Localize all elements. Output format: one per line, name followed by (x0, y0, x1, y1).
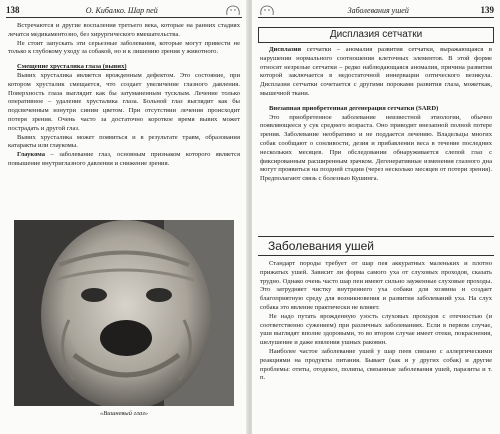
sard-paragraph: Это приобретенное заболевание неизвестной этиологии, обычно появляющееся у сук среднего возраста. Оно приводит внезапной полной потере зрения. Заболевание необратимо и не поддается лечению. Владельцы многих собак сообщают о сонливости, дезия и прибавлении веса в течение последних нескольких месяцев. При обследовании обнаруживается слепой глаз с фиксированным расширенным зрачком. Дегенеративные изменения глазного дна могут проявиться на поздней стадии (через несколько месяцев от потери зрения). Предполагают связь с болезнью Кушинга. (260, 113, 492, 183)
left-header-rule (6, 17, 242, 18)
left-running-head: О. Кибалко. Шар пей (85, 5, 158, 15)
ear-diseases-heading: Заболевания ушей (258, 236, 494, 256)
dog-head-icon (224, 3, 242, 17)
glaucoma-text: – заболевание глаз, основным признаком которого является повышение внутриглазного давления и снижение зрения. (8, 151, 240, 167)
right-body-bottom (260, 260, 492, 383)
ear-paragraph: Наиболее частое заболевание ушей у шар пеев связано с аллергическими реакциями на продукты питания. Бывает (как и у других собак) и другие проблемы: отиты, отодекоз, полипы, связанные заболевания ушей, паразиты и т. п. (260, 347, 492, 382)
dysplasia-term: Дисплазия (269, 46, 302, 53)
lens-luxation-subhead: Смещение хрусталика глаза (вывих) (17, 63, 127, 71)
ear-paragraph: Стандарт породы требует от шар пея аккуратных маленьких и плотно прижатых ушей. Зависит ли форма самого уха от слуховых проходов, сказать трудно. Однако очень часто шар пеи имеют сильно зауженные слуховые проходы. Это затрудняет чистку внутреннего уха собаки для хозяина и создает благоприятную среду для возникновения и развития заболеваний уха. На слух собака это явление практически не влияет. (260, 260, 492, 311)
dysplasia-text: сетчатки – аномалия развития сетчатки, выражающаяся в нарушении нормального соотношения клеточных элементов. В этой форме относят незрелые сетчатки – редко наблюдающаяся аномалия, причина развития которой заключается в недостаточной иннервации оптического везикула. Дисплазия сетчатки сочетается с другими пороками развития глаза, можеткак, мышечной ткани. (260, 46, 492, 97)
right-header (258, 3, 494, 17)
left-body (8, 22, 240, 169)
dysplasia-paragraph (260, 46, 492, 99)
glaucoma-paragraph (8, 151, 240, 169)
right-body-top (260, 46, 492, 184)
right-header-rule (258, 17, 494, 18)
right-running-head: Заболевания ушей (347, 5, 409, 15)
left-paragraph: Вывих хрусталика может появиться и в результате травм, образования катаракты или глаукомы. (8, 133, 240, 150)
left-paragraph: Встречаются и другие воспаления третьего века, которые на ранних стадиях лечатся медикаментозно, без хирургического вмешательства. (8, 22, 240, 38)
dog-head-icon (258, 3, 276, 17)
left-paragraph: Вывих хрусталика является врожденным дефектом. Это состояние, при котором хрусталик смещается, что создает увеличение глазного давления. Поверхность глаза выглядит как бы затуманенным тусклым. Лечение только оперативное – удаление хрусталика глаза. Больной глаз выглядит как бы подсвеченным изнутри синим цветом. При отсутствии лечения происходит потеря зрения. Очень часто за достаточно короткое время вывих может пострадать и другой глаз. (8, 71, 240, 132)
left-header (6, 3, 242, 17)
right-page-number: 139 (480, 5, 494, 15)
retinal-dysplasia-title: Дисплазия сетчатки (258, 27, 494, 43)
photo-caption: «Вишневый глаз» (100, 410, 148, 417)
right-page (252, 0, 500, 434)
left-page-number: 138 (6, 5, 20, 15)
left-paragraph: Не стоит запускать эти серьезные заболевания, которые могут привести не только к глубокому уходу за собакой, но и к лишению зрения у животного. (8, 39, 240, 56)
glaucoma-term: Глаукома (17, 151, 46, 159)
sard-subhead: Внезапная приобретенная дегенерация сетчатки (SARD) (269, 104, 439, 112)
left-page (0, 0, 248, 434)
ear-paragraph: Не надо путать врожденную узость слуховых проходов с отечностью (и соответственно сужением) при различных заболеваниях. Если в первом случае, уши выглядят вполне здоровыми, то во втором случае имеет отеки, покраснения, шелушение и даже язвления ушных раковин. (260, 312, 492, 347)
cherry-eye-photo (14, 220, 234, 406)
